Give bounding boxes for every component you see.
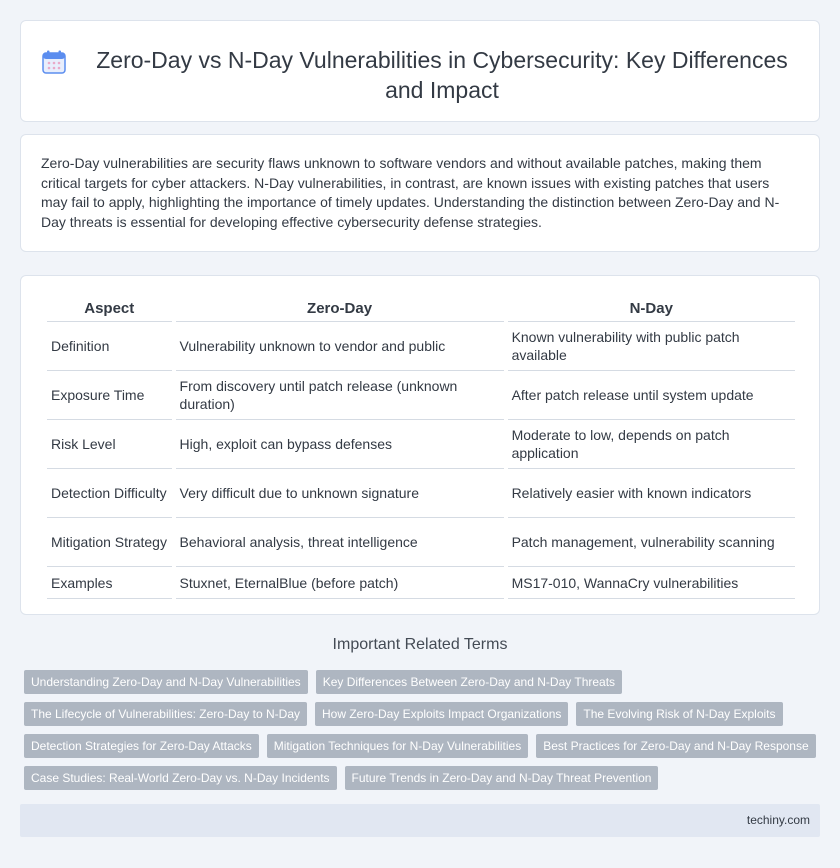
n-day-cell: Patch management, vulnerability scanning bbox=[508, 518, 795, 567]
zero-day-cell: High, exploit can bypass defenses bbox=[176, 420, 504, 469]
zero-day-cell: Behavioral analysis, threat intelligence bbox=[176, 518, 504, 567]
header-n-day: N-Day bbox=[508, 294, 795, 322]
n-day-cell: Moderate to low, depends on patch application bbox=[508, 420, 795, 469]
table-header-row bbox=[47, 294, 795, 322]
intro-paragraph: Zero-Day vulnerabilities are security flaws unknown to software vendors and without available patches, making them critical targets for cyber attackers. N-Day vulnerabilities, in contrast, are known issues with existing patches that users may fail to apply, highlighting the importance of timely updates. Understanding the distinction between Zero-Day and N-Day threats is essential for developing effective cybersecurity defense strategies. bbox=[41, 155, 780, 230]
document-grid-icon bbox=[41, 49, 67, 75]
aspect-cell: Exposure Time bbox=[47, 371, 172, 420]
aspect-cell: Examples bbox=[47, 567, 172, 599]
header-aspect: Aspect bbox=[47, 294, 172, 322]
table-row bbox=[47, 420, 795, 469]
term-tag[interactable]: Case Studies: Real-World Zero-Day vs. N-Day Incidents bbox=[24, 766, 337, 790]
zero-day-cell: Very difficult due to unknown signature bbox=[176, 469, 504, 518]
n-day-cell: After patch release until system update bbox=[508, 371, 795, 420]
aspect-cell: Definition bbox=[47, 322, 172, 371]
term-row bbox=[24, 734, 824, 758]
aspect-cell: Mitigation Strategy bbox=[47, 518, 172, 567]
header-zero-day: Zero-Day bbox=[176, 294, 504, 322]
related-terms-title: Important Related Terms bbox=[332, 636, 508, 653]
term-tag[interactable]: Understanding Zero-Day and N-Day Vulnerabilities bbox=[24, 670, 308, 694]
term-row bbox=[24, 702, 824, 726]
term-tag[interactable]: How Zero-Day Exploits Impact Organizations bbox=[315, 702, 568, 726]
footer-brand[interactable]: techiny.com bbox=[746, 813, 810, 827]
table-row bbox=[47, 567, 795, 599]
n-day-cell: Known vulnerability with public patch available bbox=[508, 322, 795, 371]
term-tag[interactable]: Future Trends in Zero-Day and N-Day Threat Prevention bbox=[345, 766, 659, 790]
n-day-cell: MS17-010, WannaCry vulnerabilities bbox=[508, 567, 795, 599]
comparison-table-card bbox=[20, 275, 820, 615]
term-tag[interactable]: Best Practices for Zero-Day and N-Day Response bbox=[536, 734, 815, 758]
table-row bbox=[47, 518, 795, 567]
term-tag[interactable]: Key Differences Between Zero-Day and N-Day Threats bbox=[316, 670, 622, 694]
term-tag[interactable]: Detection Strategies for Zero-Day Attacks bbox=[24, 734, 259, 758]
aspect-cell: Risk Level bbox=[47, 420, 172, 469]
intro-card bbox=[20, 134, 820, 252]
page-title: Zero-Day vs N-Day Vulnerabilities in Cybersecurity: Key Differences and Impact bbox=[96, 47, 788, 103]
table-row bbox=[47, 371, 795, 420]
n-day-cell: Relatively easier with known indicators bbox=[508, 469, 795, 518]
term-row bbox=[24, 766, 824, 790]
table-row bbox=[47, 469, 795, 518]
footer bbox=[20, 804, 820, 837]
aspect-cell: Detection Difficulty bbox=[47, 469, 172, 518]
table-row bbox=[47, 322, 795, 371]
header bbox=[21, 21, 819, 105]
term-tag[interactable]: Mitigation Techniques for N-Day Vulnerabilities bbox=[267, 734, 528, 758]
zero-day-cell: From discovery until patch release (unknown duration) bbox=[176, 371, 504, 420]
header-card bbox=[20, 20, 820, 122]
term-tag[interactable]: The Evolving Risk of N-Day Exploits bbox=[576, 702, 782, 726]
term-row bbox=[24, 670, 824, 694]
related-terms-list bbox=[24, 670, 824, 798]
comparison-table bbox=[43, 294, 799, 599]
zero-day-cell: Stuxnet, EternalBlue (before patch) bbox=[176, 567, 504, 599]
zero-day-cell: Vulnerability unknown to vendor and public bbox=[176, 322, 504, 371]
term-tag[interactable]: The Lifecycle of Vulnerabilities: Zero-Day to N-Day bbox=[24, 702, 307, 726]
